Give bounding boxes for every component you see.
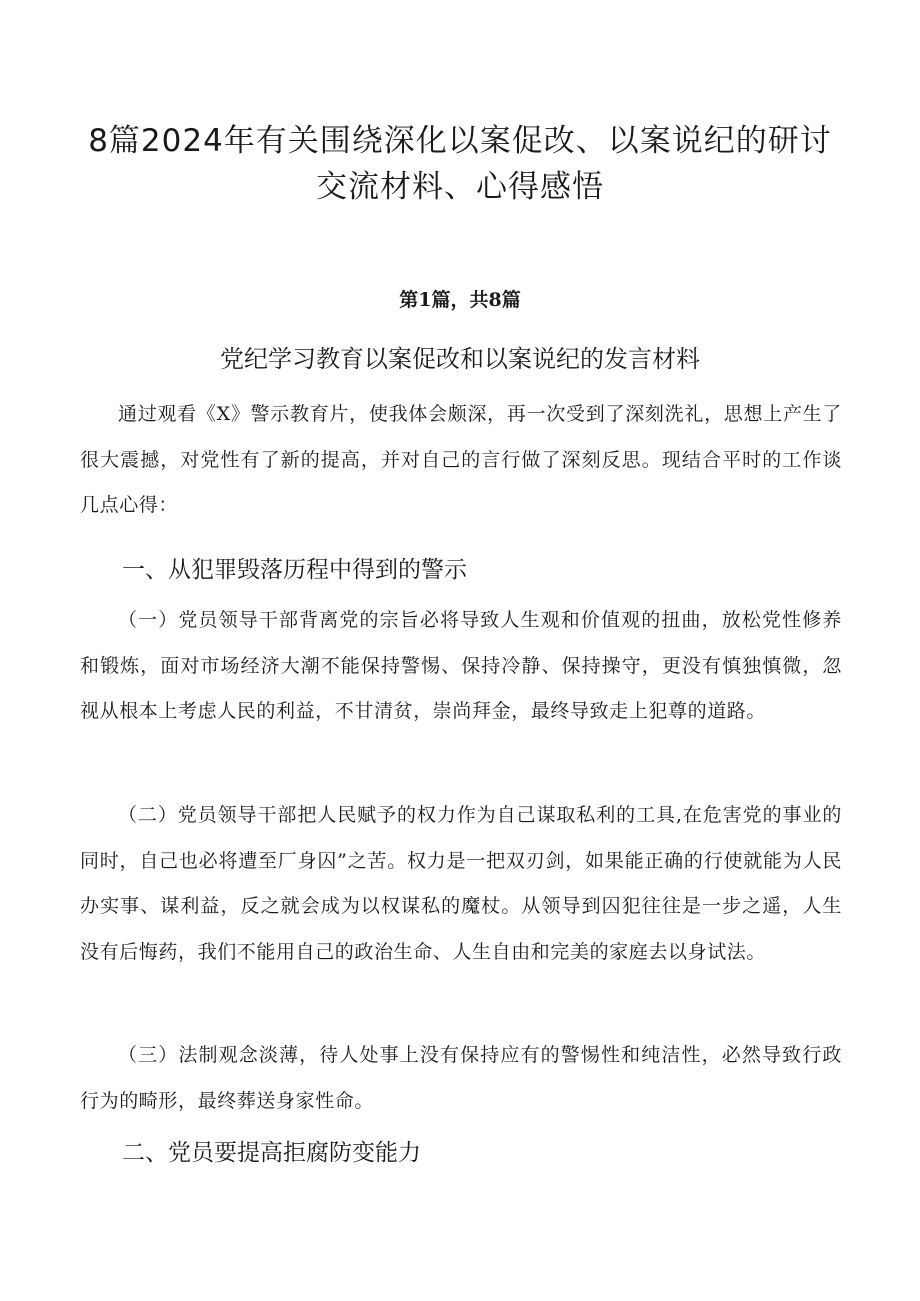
article-counter: 第1篇，共8篇: [399, 289, 521, 311]
intro-paragraph: 通过观看《X》警示教育片，使我体会颇深，再一次受到了深刻洗礼，思想上产生了很大震撼，对党性有了新的提高，并对自己的言行做了深刻反思。现结合平时的工作谈几点心得：: [80, 403, 842, 516]
section-heading-2: 二、党员要提高拒腐防变能力: [122, 1140, 421, 1166]
section1-point-1: （一）党员领导干部背离党的宗旨必将导致人生观和价值观的扭曲，放松党性修养和锻炼，面对市场经济大潮不能保持警惕、保持冷静、保持操守，更没有慎独慎微，忽视从根本上考虑人民的利益，不甘清贫，崇尚拜金，最终导致走上犯尊的道路。: [80, 609, 842, 722]
section1-point-3: （三）法制观念淡薄，待人处事上没有保持应有的警惕性和纯洁性，必然导致行政行为的畸形，最终葬送身家性命。: [80, 1044, 842, 1112]
section1-point-2: （二）党员领导干部把人民赋予的权力作为自己谋取私利的工具,在危害党的事业的同时，自己也必将遭至厂身囚”之苦。权力是一把双刃剑，如果能正确的行使就能为人民办实事、谋利益，反之就会成为以权谋私的魔杖。从领导到囚犯往往是一步之遥，人生没有后悔药，我们不能用自己的政治生命、人生自由和完美的家庭去以身试法。: [80, 804, 842, 963]
section-heading-1: 一、从犯罪毁落历程中得到的警示: [122, 557, 467, 583]
article-subtitle: 党纪学习教育以案促改和以案说纪的发言材料: [220, 345, 700, 373]
document-title: 8篇2024年有关围绕深化以案促改、以案说纪的研讨交流材料、心得感悟: [88, 123, 832, 205]
